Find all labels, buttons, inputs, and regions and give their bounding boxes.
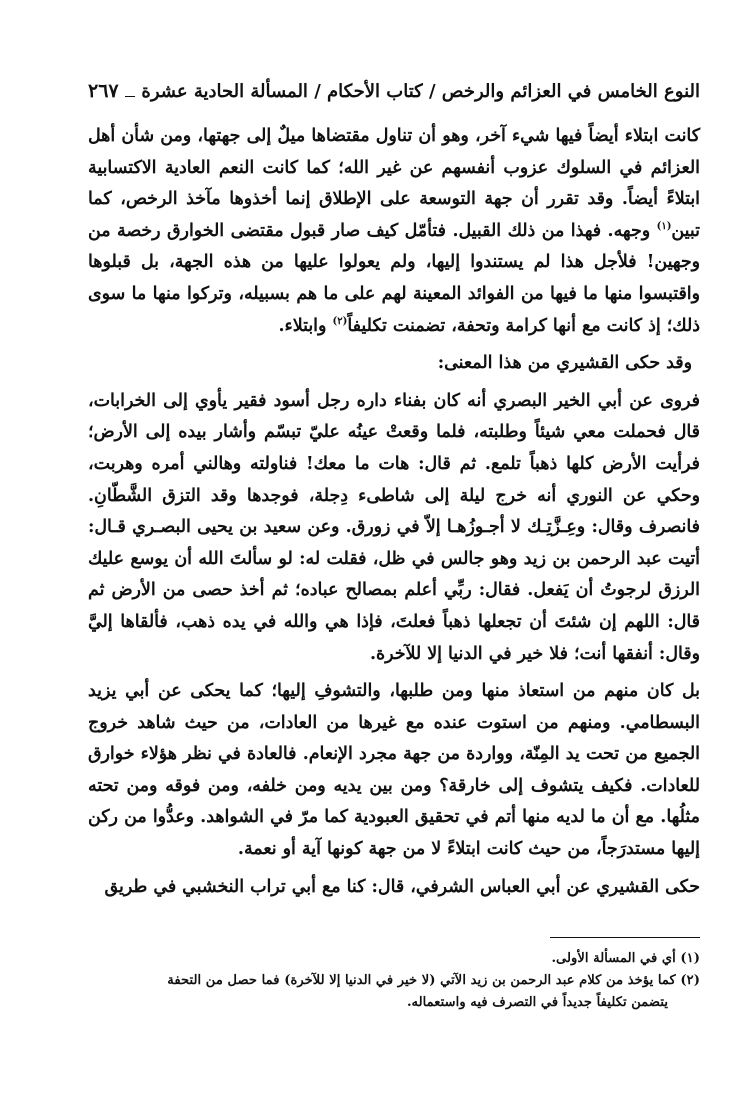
paragraph: بل كان منهم من استعاذ منها ومن طلبها، والتشوفِ إليها؛ كما يحكى عن أبي يزيد البسطامي. ومنهم من استوت عنده مع غيرها من العادات، من حيث شاهد خروج الجميع من تحت يد المِنّة، وواردة من جهة مجرد الإنعام. فالعادة في نظر هؤلاء خوارق للعادات. فكيف يتشوف إلى خارقة؟ ومن بين يديه ومن خلفه، ومن فوقه ومن تحته مثلُها. مع أن ما لديه منها أتم في تحقيق العبودية كما مرّ في الشواهد. وعدُّوا من ركن إليها مستدرَجاً، من حيث كانت ابتلاءً لا من جهة كونها آية أو نعمة. bbox=[88, 681, 700, 860]
footnote: (٢) كما يؤخذ من كلام عبد الرحمن بن زيد الآتي (لا خير في الدنيا إلا للآخرة) فما حصل من التحفة bbox=[167, 973, 700, 989]
paragraph: حكى القشيري عن أبي العباس الشرفي، قال: كنا مع أبي تراب النخشبي في طريق bbox=[104, 876, 700, 897]
footnote-continuation: يتضمن تكليفاً جديداً في التصرف فيه واستعماله. bbox=[406, 995, 668, 1011]
footnote-ref: (٢) bbox=[332, 315, 348, 327]
header-title: النوع الخامس في العزائم والرخص / كتاب الأحكام / المسألة الحادية عشرة bbox=[141, 81, 700, 102]
footnote: (١) أي في المسألة الأولى. bbox=[551, 951, 700, 967]
header-rule bbox=[125, 96, 136, 97]
footnotes bbox=[88, 948, 700, 1014]
paragraph: فروى عن أبي الخير البصري أنه كان بفناء داره رجل أسود فقير يأوي إلى الخرابات، قال فحملت معي شيئاً وطلبته، فلما وقعتْ عينُه عليّ تبسّم وأشار بيده إلى الأرض؛ فرأيت الأرض كلها ذهباً تلمع. ثم قال: هات ما معك! فناولته وهالني أمره وهربت، وحكي عن النوري أنه خرج ليلة إلى شاطىء دِجلة، فوجدها وقد التزق الشَّطّانِ. فانصرف وقال: وعِـزَّتِـك لا أجـوزُهـا إلاّ في زورق. وعن سعيد بن يحيى البصـري قـال: أتيت عبد الرحمن بن زيد وهو جالس في ظل، فقلت له: لو سألتَ الله أن يوسع عليك الرزق لرجوتُ أن يَفعل. فقال: ربِّي أعلم بمصالح عباده؛ ثم أخذ حصى من الأرض ثم قال: اللهم إن شئتَ أن تجعلها ذهباً فعلتَ، فإذا هي والله في يده ذهب، فألقاها إليَّ وقال: أنفقها أنت؛ فلا خير في الدنيا إلا للآخرة. bbox=[88, 390, 700, 664]
paragraph: وقد حكى القشيري من هذا المعنى: bbox=[437, 353, 692, 374]
footnote-divider bbox=[550, 937, 700, 938]
page-number: ٢٦٧ bbox=[88, 80, 119, 102]
running-header bbox=[88, 78, 700, 105]
footnote-ref: (١) bbox=[656, 220, 672, 232]
body-text bbox=[88, 121, 700, 903]
paragraph: كانت ابتلاء أيضاً فيها شيء آخر، وهو أن تناول مقتضاها ميلٌ إلى جهتها، ومن شأن أهل العزائم في السلوك عزوب أنفسهم عن غير الله؛ كما كانت النعم العادية الاكتسابية ابتلاءً أيضاً. وقد تقرر أن جهة التوسعة على الإطلاق إنما أخذوها مآخذ الرخص، كما تبين$^{(١)}$ وجهه. فهذا من ذلك القبيل. فتأمّل كيف صار قبول مقتضى الخوارق رخصة من وجهين! فلأجل هذا لم يستندوا إليها، ولم يعولوا عليها من هذه الجهة، بل قبلوها واقتبسوا منها ما فيها من الفوائد المعينة لهم على ما هم بسبيله، وتركوا منها ما سوى ذلك؛ إذ كانت مع أنها كرامة وتحفة، تضمنت تكليفاً$^{(٢)}$ وابتلاء. bbox=[88, 126, 700, 336]
